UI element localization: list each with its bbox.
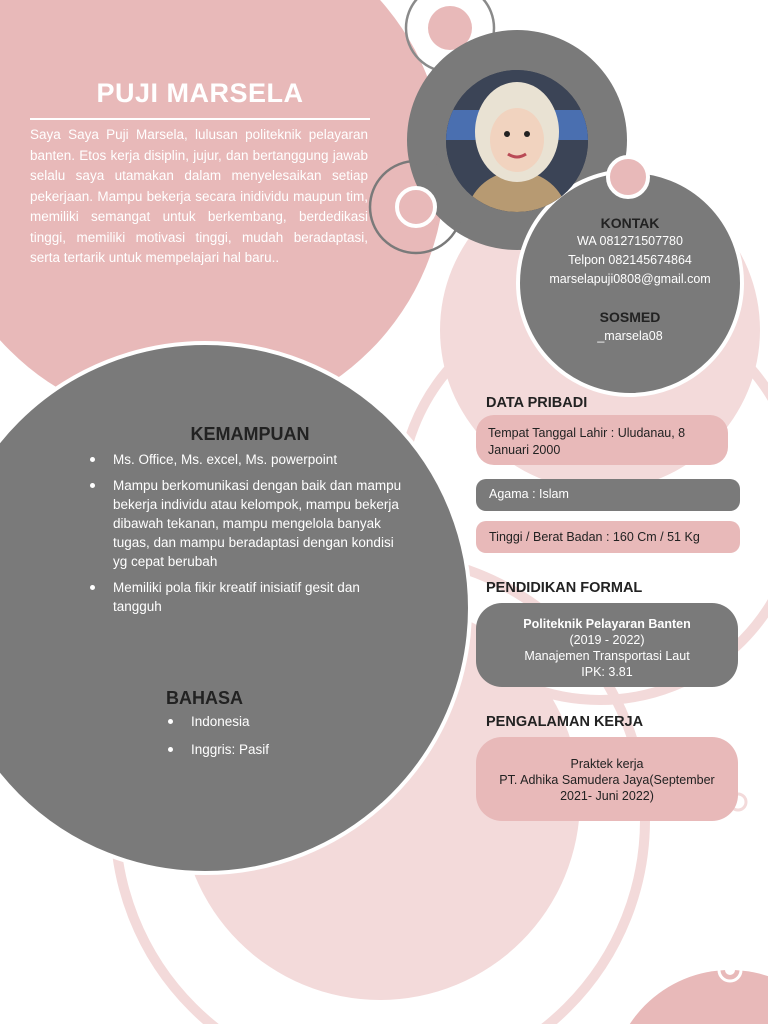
school-years: (2019 - 2022)	[569, 633, 645, 647]
ttl-box: Tempat Tanggal Lahir : Uludanau, 8 Januari 2000	[476, 415, 728, 465]
kontak-telpon: Telpon 082145674864	[568, 253, 692, 267]
school-name: Politeknik Pelayaran Banten	[523, 617, 691, 631]
pengalaman-heading: PENGALAMAN KERJA	[486, 714, 644, 730]
tinggi-box: Tinggi / Berat Badan : 160 Cm / 51 Kg	[476, 521, 740, 553]
bullet-icon	[90, 483, 95, 488]
data-pribadi-heading: DATA PRIBADI	[486, 395, 588, 411]
list-item: Memiliki pola fikir kreatif inisiatif gesit dan tangguh	[88, 578, 406, 616]
agama-box: Agama : Islam	[476, 479, 740, 511]
bullet-icon	[168, 719, 173, 724]
sosmed-heading: SOSMED	[599, 309, 661, 325]
candidate-name: PUJI MARSELA	[96, 78, 304, 108]
list-item: Inggris: Pasif	[166, 740, 366, 759]
bullet-icon	[168, 747, 173, 752]
list-item: Mampu berkomunikasi dengan baik dan mampu bekerja individu atau kelompok, mampu bekerja dibawah tekanan, mampu mengelola banyak tugas, dan mampu beradaptasi dengan kondisi yg cepat berubah	[88, 476, 406, 571]
sosmed-handle[interactable]: _marsela08	[597, 329, 663, 343]
profile-photo	[446, 70, 588, 212]
bahasa-heading: BAHASA	[166, 688, 244, 708]
bahasa-list	[166, 712, 366, 768]
school-major: Manajemen Transportasi Laut	[524, 649, 690, 663]
list-item: Indonesia	[166, 712, 366, 731]
kemampuan-list	[88, 450, 406, 623]
kontak-wa: WA 081271507780	[577, 234, 683, 248]
pengalaman-box	[476, 737, 738, 821]
kontak-email[interactable]: marselapuji0808@gmail.com	[549, 272, 711, 286]
bullet-icon	[90, 457, 95, 462]
bullet-icon	[90, 585, 95, 590]
list-item: Ms. Office, Ms. excel, Ms. powerpoint	[88, 450, 406, 469]
job-role: Praktek kerja	[570, 757, 644, 771]
pendidikan-heading: PENDIDIKAN FORMAL	[486, 580, 643, 596]
kemampuan-heading: KEMAMPUAN	[190, 424, 310, 444]
pendidikan-box	[476, 603, 738, 687]
profile-summary: Saya Saya Puji Marsela, lulusan politeknik pelayaran banten. Etos kerja disiplin, jujur, dan bertanggung jawab selalu saya utamakan dalam menyelesaikan setiap pekerjaan. Mampu bekerja secara inidividu maupun tim, memiliki semangat untuk berkembang, berdedikasi tinggi, memiliki motivasi tinggi, mudah beradaptasi, serta tertarik untuk mempelajari hal baru..	[30, 127, 368, 265]
school-ipk: IPK: 3.81	[581, 665, 633, 679]
name-divider	[30, 118, 370, 120]
kontak-heading: KONTAK	[600, 215, 660, 231]
job-company: PT. Adhika Samudera Jaya(September 2021- Juni 2022)	[499, 773, 715, 803]
